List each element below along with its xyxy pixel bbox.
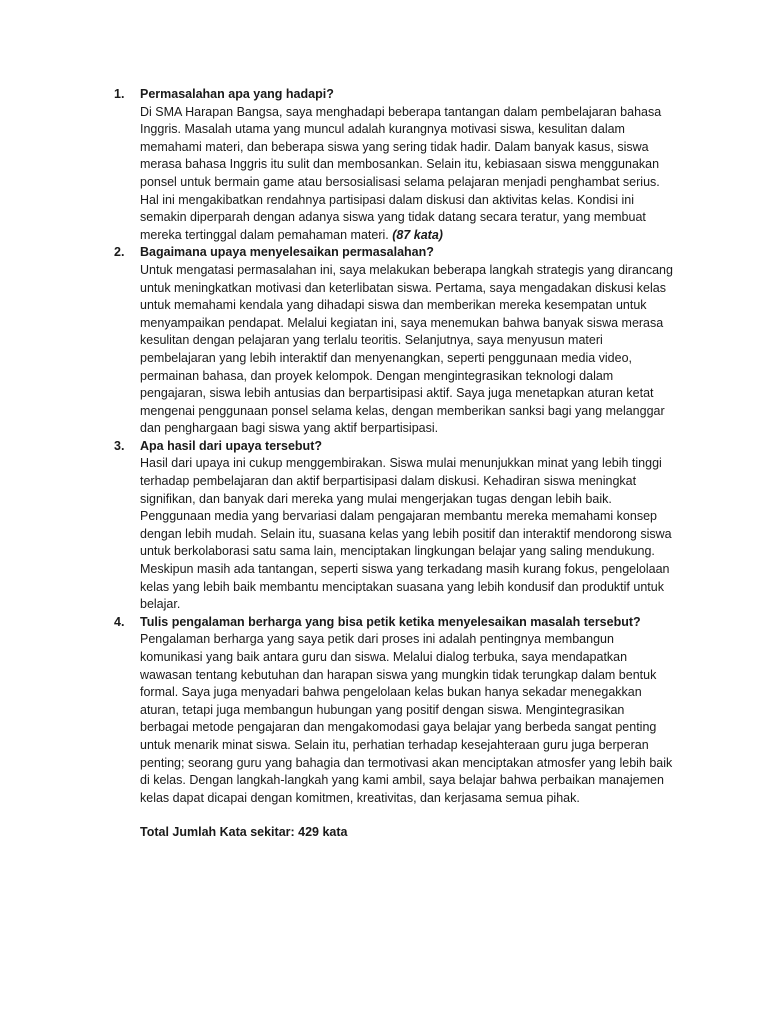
list-item-3 — [114, 438, 674, 614]
item-number: 3. — [114, 438, 125, 453]
item-number: 1. — [114, 87, 125, 101]
word-count-note: (87 kata) — [392, 227, 443, 242]
document-body — [114, 86, 674, 842]
item-number: 2. — [114, 245, 125, 260]
answer-paragraph: Pengalaman berharga yang saya petik dari proses ini adalah pentingnya membangun komunikasi yang baik antara guru dan siswa. Melalui dialog terbuka, saya mendapatkan wawasan tentang kebutuhan dan harapan siswa yang mungkin tidak terungkap dalam bentuk formal. Saya juga menyadari bahwa pengelolaan kelas bukan hanya sekadar menegakkan aturan, tetapi juga membangun hubungan yang positif dengan siswa. Mengintegrasikan berbagai metode pengajaran dan mengakomodasi gaya belajar yang berbeda sangat penting untuk menarik minat siswa. Selain itu, perhatian terhadap kesejahteraan guru juga berperan penting; seorang guru yang bahagia dan termotivasi akan menciptakan atmosfer yang lebih baik di kelas. Dengan langkah-langkah yang kami ambil, saya belajar bahwa perbaikan manajemen kelas dapat dicapai dengan komitmen, kreativitas, dan kerjasama semua pihak. — [140, 632, 673, 805]
question-heading: Apa hasil dari upaya tersebut? — [140, 438, 322, 453]
list-item-1 — [114, 86, 674, 244]
answer-paragraph: Hasil dari upaya ini cukup menggembirakan. Siswa mulai menunjukkan minat yang lebih tinggi terhadap pembelajaran dan aktif berpartisipasi dalam diskusi. Kehadiran siswa meningkat signifikan, dan banyak dari mereka yang mulai mengerjakan tugas dengan lebih baik. Penggunaan media yang bervariasi dalam pengajaran membantu mereka memahami konsep dengan lebih mudah. Selain itu, suasana kelas yang lebih positif dan interaktif mendorong siswa untuk berkolaborasi satu sama lain, menciptakan lingkungan belajar yang saling mendukung. Meskipun masih ada tantangan, seperti siswa yang terkadang masih kurang fokus, pengelolaan kelas yang lebih baik membantu menciptakan suasana yang lebih kondusif dan produktif untuk belajar. — [140, 456, 672, 612]
question-heading: Permasalahan apa yang hadapi? — [140, 87, 334, 101]
question-heading: Tulis pengalaman berharga yang bisa petik ketika menyelesaikan masalah tersebut? — [140, 614, 641, 629]
question-heading: Bagaimana upaya menyelesaikan permasalahan? — [140, 245, 434, 260]
answer-paragraph: Untuk mengatasi permasalahan ini, saya melakukan beberapa langkah strategis yang dirancang untuk meningkatkan motivasi dan keterlibatan siswa. Pertama, saya mengadakan diskusi kelas untuk memahami kendala yang dihadapi siswa dan memberikan mereka kesempatan untuk menyampaikan pendapat. Melalui kegiatan ini, saya menemukan bahwa banyak siswa merasa kesulitan dengan pelajaran yang terlalu teoritis. Selanjutnya, saya menyusun materi pembelajaran yang lebih interaktif dan menyenangkan, seperti penggunaan media video, permainan bahasa, dan proyek kelompok. Dengan mengintegrasikan teknologi dalam pengajaran, siswa lebih antusias dan berpartisipasi aktif. Saya juga menetapkan aturan ketat mengenai penggunaan ponsel selama kelas, dengan memberikan sanksi bagi yang melanggar dan penghargaan bagi siswa yang aktif berpartisipasi. — [140, 262, 673, 436]
item-number: 4. — [114, 614, 125, 629]
total-word-count: Total Jumlah Kata sekitar: 429 kata — [140, 825, 348, 840]
answer-paragraph — [140, 104, 674, 245]
list-item-4 — [114, 614, 674, 808]
list-item-2 — [114, 244, 674, 438]
answer-text: Di SMA Harapan Bangsa, saya menghadapi beberapa tantangan dalam pembelajaran bahasa Inggris. Masalah utama yang muncul adalah kurangnya motivasi siswa, kesulitan dalam memahami materi, dan beberapa siswa yang sering tidak hadir. Dalam banyak kasus, siswa merasa bahasa Inggris itu sulit dan membosankan. Selain itu, kebiasaan siswa menggunakan ponsel untuk bermain game atau bersosialisasi selama pelajaran menjadi penghambat serius. Hal ini mengakibatkan rendahnya partisipasi dalam diskusi dan aktivitas kelas. Kondisi ini semakin diperparah dengan adanya siswa yang tidak datang secara teratur, yang membuat mereka tertinggal dalam pemahaman materi. — [140, 104, 662, 242]
